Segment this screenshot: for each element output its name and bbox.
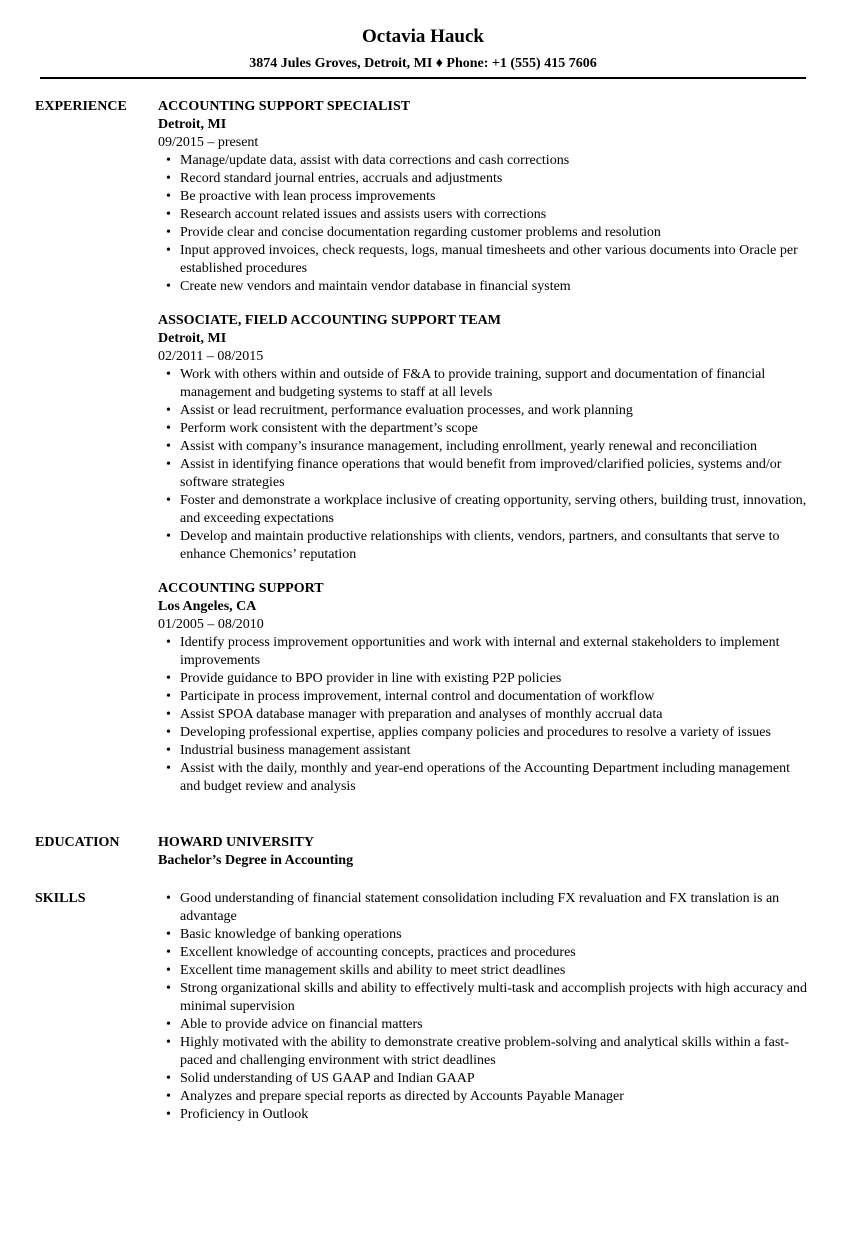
resume-header bbox=[0, 24, 846, 73]
list-item: • Manage/update data, assist with data corrections and cash corrections bbox=[180, 152, 810, 170]
list-item: • Proficiency in Outlook bbox=[180, 1106, 810, 1124]
list-item: • Excellent time management skills and ability to meet strict deadlines bbox=[180, 962, 810, 980]
job-dates: 01/2005 – 08/2010 bbox=[158, 617, 264, 632]
job-entry bbox=[158, 98, 810, 296]
contact-line: 3874 Jules Groves, Detroit, MI ♦ Phone: +1 (555) 415 7606 bbox=[249, 56, 597, 71]
job-dates: 09/2015 – present bbox=[158, 135, 259, 150]
list-item: • Industrial business management assistant bbox=[180, 742, 810, 760]
list-item: • Research account related issues and assists users with corrections bbox=[180, 206, 810, 224]
list-item: • Provide clear and concise documentation regarding customer problems and resolution bbox=[180, 224, 810, 242]
list-item: • Record standard journal entries, accruals and adjustments bbox=[180, 170, 810, 188]
job-duties-list bbox=[158, 152, 810, 296]
list-item: • Good understanding of financial statement consolidation including FX revaluation and FX translation is an advantage bbox=[180, 890, 810, 926]
list-item: • Assist in identifying finance operations that would benefit from improved/clarified policies, systems and/or software strategies bbox=[180, 456, 810, 492]
list-item: • Excellent knowledge of accounting concepts, practices and procedures bbox=[180, 944, 810, 962]
section-title-education: EDUCATION bbox=[35, 835, 120, 850]
list-item: • Input approved invoices, check requests, logs, manual timesheets and other various documents into Oracle per established procedures bbox=[180, 242, 810, 278]
list-item: • Strong organizational skills and ability to effectively multi-task and accomplish projects with high accuracy and minimal supervision bbox=[180, 980, 810, 1016]
header-divider bbox=[40, 77, 806, 79]
skills-body bbox=[158, 890, 810, 1124]
skills-list bbox=[158, 890, 810, 1124]
job-duties-list bbox=[158, 366, 810, 564]
list-item: • Identify process improvement opportunities and work with internal and external stakeholders to implement improvements bbox=[180, 634, 810, 670]
section-title-skills: SKILLS bbox=[35, 891, 86, 906]
list-item: • Be proactive with lean process improvements bbox=[180, 188, 810, 206]
list-item: • Able to provide advice on financial matters bbox=[180, 1016, 810, 1034]
list-item: • Work with others within and outside of F&A to provide training, support and documentation of financial management and budgeting systems to staff at all levels bbox=[180, 366, 810, 402]
list-item: • Solid understanding of US GAAP and Indian GAAP bbox=[180, 1070, 810, 1088]
list-item: • Basic knowledge of banking operations bbox=[180, 926, 810, 944]
job-title: ACCOUNTING SUPPORT bbox=[158, 581, 324, 596]
job-location: Los Angeles, CA bbox=[158, 599, 257, 614]
list-item: • Provide guidance to BPO provider in line with existing P2P policies bbox=[180, 670, 810, 688]
job-location: Detroit, MI bbox=[158, 117, 227, 132]
job-duties-list bbox=[158, 634, 810, 796]
list-item: • Assist SPOA database manager with preparation and analyses of monthly accrual data bbox=[180, 706, 810, 724]
list-item: • Develop and maintain productive relationships with clients, vendors, partners, and consultants that serve to enhance Chemonics’ reputation bbox=[180, 528, 810, 564]
experience-body bbox=[158, 98, 810, 812]
list-item: • Analyzes and prepare special reports as directed by Accounts Payable Manager bbox=[180, 1088, 810, 1106]
list-item: • Create new vendors and maintain vendor database in financial system bbox=[180, 278, 810, 296]
list-item: • Highly motivated with the ability to demonstrate creative problem-solving and analytical skills within a fast-paced and challenging environment with strict deadlines bbox=[180, 1034, 810, 1070]
job-location: Detroit, MI bbox=[158, 331, 227, 346]
job-dates: 02/2011 – 08/2015 bbox=[158, 349, 264, 364]
school-name: HOWARD UNIVERSITY bbox=[158, 835, 314, 850]
list-item: • Foster and demonstrate a workplace inclusive of creating opportunity, serving others, building trust, innovation, and exceeding expectations bbox=[180, 492, 810, 528]
list-item: • Perform work consistent with the department’s scope bbox=[180, 420, 810, 438]
job-entry bbox=[158, 580, 810, 796]
job-title: ACCOUNTING SUPPORT SPECIALIST bbox=[158, 99, 411, 114]
candidate-name: Octavia Hauck bbox=[362, 26, 484, 47]
job-entry bbox=[158, 312, 810, 564]
section-title-experience: EXPERIENCE bbox=[35, 99, 127, 114]
list-item: • Assist with the daily, monthly and year-end operations of the Accounting Department including management and budget review and analysis bbox=[180, 760, 810, 796]
job-title: ASSOCIATE, FIELD ACCOUNTING SUPPORT TEAM bbox=[158, 313, 501, 328]
list-item: • Developing professional expertise, applies company policies and procedures to resolve a variety of issues bbox=[180, 724, 810, 742]
education-body bbox=[158, 834, 810, 870]
list-item: • Assist with company’s insurance management, including enrollment, yearly renewal and reconciliation bbox=[180, 438, 810, 456]
degree-name: Bachelor’s Degree in Accounting bbox=[158, 853, 354, 868]
list-item: • Assist or lead recruitment, performance evaluation processes, and work planning bbox=[180, 402, 810, 420]
list-item: • Participate in process improvement, internal control and documentation of workflow bbox=[180, 688, 810, 706]
